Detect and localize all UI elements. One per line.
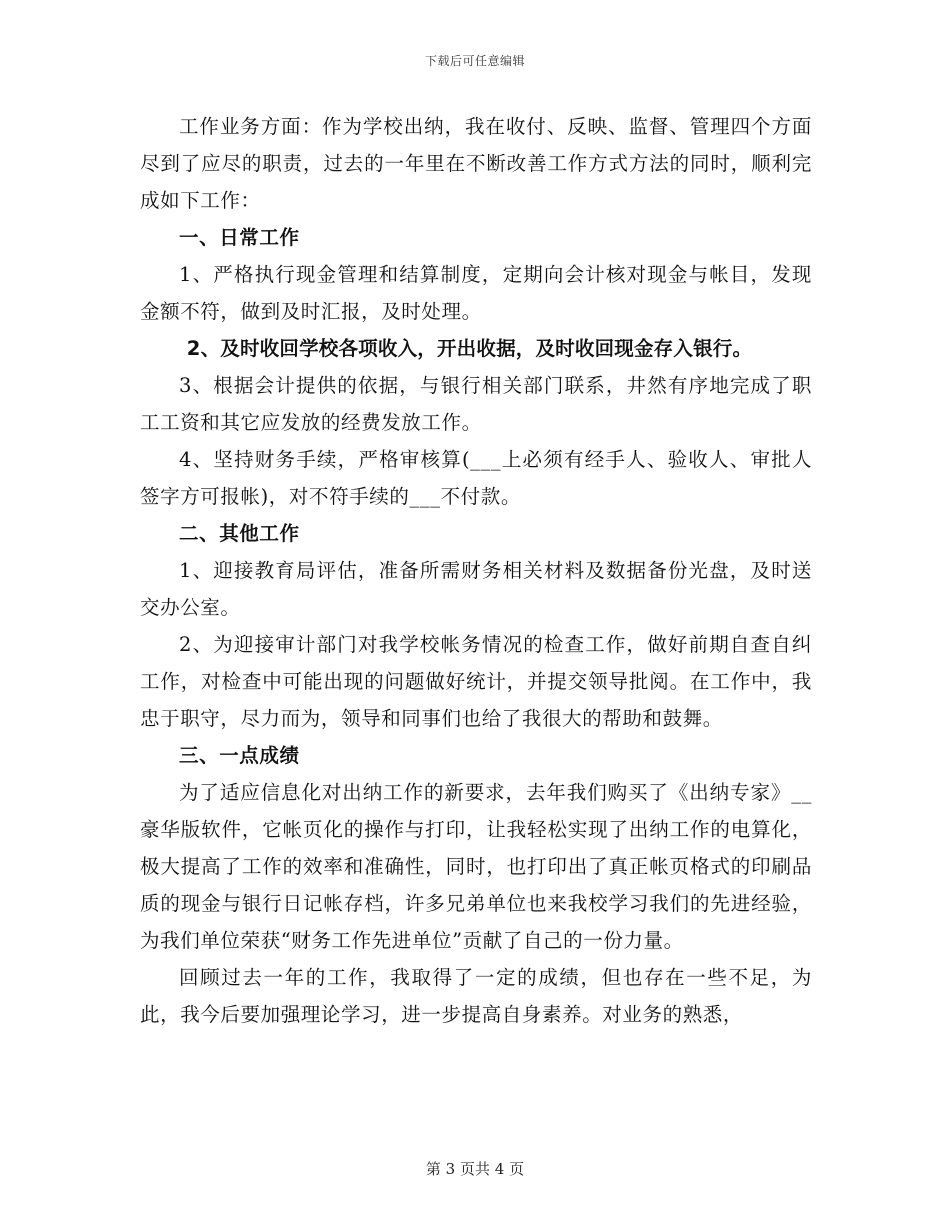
document-body: [140, 108, 812, 1033]
other-work-item-1: 1、迎接教育局评估，准备所需财务相关材料及数据备份光盘，及时送交办公室。: [140, 559, 812, 619]
page-header: 下载后可任意编辑: [424, 54, 525, 68]
intro-paragraph: 工作业务方面：作为学校出纳，我在收付、反映、监督、管理四个方面尽到了应尽的职责，过去的一年里在不断改善工作方式方法的同时，顺利完成如下工作：: [140, 115, 812, 212]
daily-work-item-4: 4、坚持财务手续，严格审核算(___上必须有经手人、验收人、审批人签字方可报帐)，对不符手续的___不付款。: [140, 448, 812, 508]
other-work-item-2: 2、为迎接审计部门对我学校帐务情况的检查工作，做好前期自查自纠工作，对检查中可能出现的问题做好统计，并提交领导批阅。在工作中，我忠于职守，尽力而为，领导和同事们也给了我很大的帮助和鼓舞。: [140, 633, 812, 730]
review-paragraph: 回顾过去一年的工作，我取得了一定的成绩，但也存在一些不足，为此，我今后要加强理论学习，进一步提高自身素养。对业务的熟悉，: [140, 966, 812, 1026]
section-heading-daily-work: 一、日常工作: [179, 226, 300, 249]
section-heading-other-work: 二、其他工作: [179, 522, 300, 545]
page-number: 第 3 页共 4 页: [425, 1160, 525, 1178]
daily-work-item-1: 1、严格执行现金管理和结算制度，定期向会计核对现金与帐目，发现金额不符，做到及时汇报，及时处理。: [140, 263, 812, 323]
daily-work-item-2: 2、及时收回学校各项收入，开出收据，及时收回现金存入银行。: [186, 337, 753, 360]
section-heading-achievements: 三、一点成绩: [179, 744, 300, 767]
daily-work-item-3: 3、根据会计提供的依据，与银行相关部门联系，井然有序地完成了职工工资和其它应发放的经费发放工作。: [140, 374, 812, 434]
achievements-paragraph: 为了适应信息化对出纳工作的新要求，去年我们购买了《出纳专家》__豪华版软件，它帐页化的操作与打印，让我轻松实现了出纳工作的电算化，极大提高了工作的效率和准确性，同时，也打印出了真正帐页格式的印刷品质的现金与银行日记帐存档，许多兄弟单位也来我校学习我们的先进经验，为我们单位荣获“财务工作先进单位”贡献了自己的一份力量。: [140, 781, 812, 952]
